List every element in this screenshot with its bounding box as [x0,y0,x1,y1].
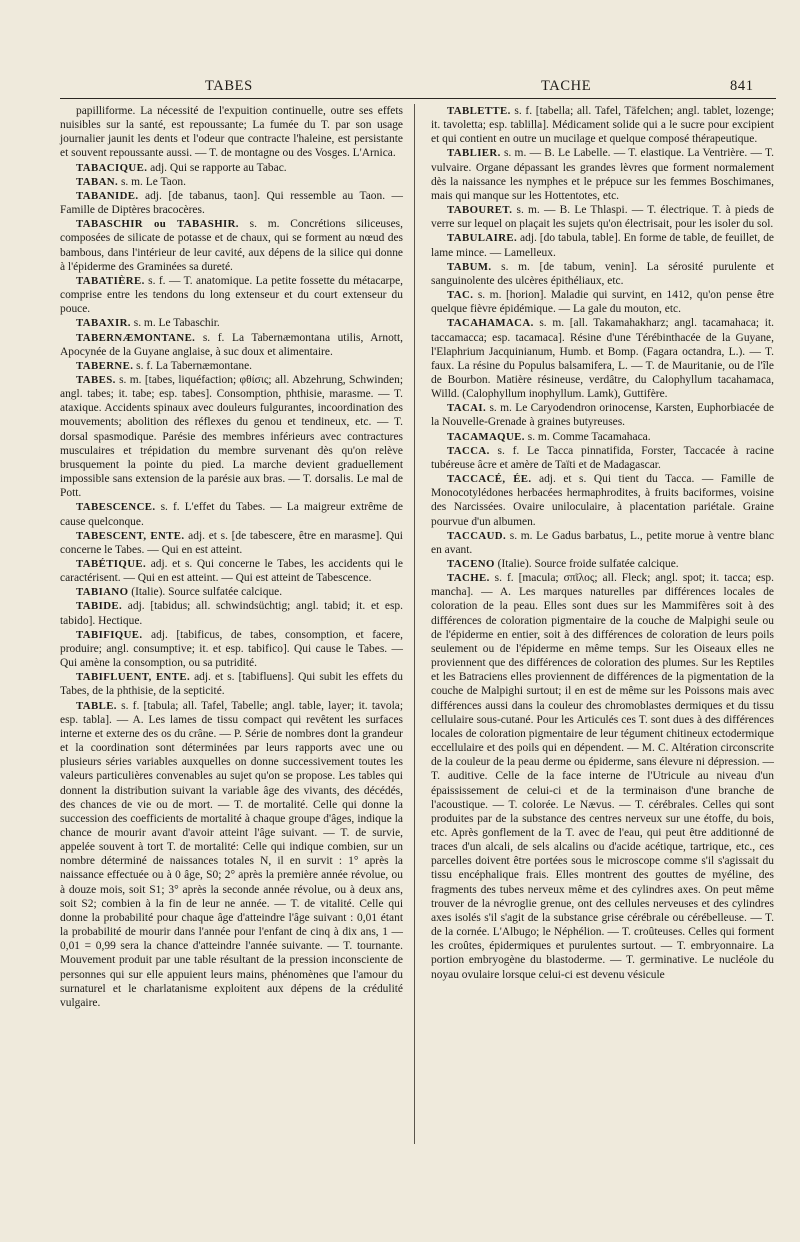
entry-headword: TACAI. [447,402,487,415]
dictionary-entry [431,104,774,146]
dictionary-entry [431,444,774,472]
entry-headword: TABIFIQUE. [76,628,143,641]
entry-headword: TABÉTIQUE. [76,558,147,570]
entry-definition: s. m. Le Tabaschir. [130,317,220,330]
running-header [0,74,800,98]
entry-headword: TABASCHIR ou TABASHIR. [76,218,239,231]
dictionary-entry [60,599,403,627]
dictionary-entry [60,500,403,528]
entry-definition: s. f. [tabula; all. Tafel, Tabelle; angl. table, layer; it. tavola; esp. tabla]. — A. Les lames de tissu compact qui revêtent les surfaces interne et externe des os du crâne. — P. Série de nombres dont la grandeur et la coordination sont déterminées par leurs rapports avec une ou plusieurs séries variables auxquelles on donne successivement toutes les valeurs particulières convenables au sujet qu'on se propose. Les tables qui donnent la distribution suivant la variable âge des vivants, des décédés, des chances de vie ou de mort. — T. de mortalité. Celle qui donne la succession des coefficients de mortalité à chaque groupe d'âges, indique la chance de mourir avant d'avoir atteint l'âge suivant. — T. de survie, appelée souvent à tort T. de mortalité: Celle qui indique combien, sur un nombre déterminé de naissances totales N, il en survit : 1° après la naissance effectuée ou à 0 âge, S0; 2° après la première année révolue, ou à douze mois, soit S1; 3° après la seconde année révolue, ou à deux ans, soit S2; combien à la fin de leur ne année. — T. de vitalité. Celle qui donne la probabilité pour chaque âge d'atteindre l'âge suivant : 0,01 étant la probabilité de mourir dans l'année pour l'enfant de cinq à dix ans, 1 — 0,01 = 0,99 sera la chance d'atteindre l'année suivante. — T. tournante. Mouvement produit par une table résultant de la pression inconsciente de personnes qui sur elle appuient leurs mains, phénomènes que l'amour du surnaturel et le charlatanisme exploitent aux dépens de la crédulité vulgaire. [60,699,403,1009]
entry-headword: TABIDE. [76,600,123,613]
entry-definition: s. m. [horion]. Maladie qui survint, en 1412, qu'on pense être quelque fièvre épidémique. — La gale du mouton, etc. [431,289,774,316]
entry-definition: s. m. [tabes, liquéfaction; φθίσις; all. Abzehrung, Schwinden; angl. tabes; it. tabe; esp. tabes]. Consomption, phthisie, marasme. — T. ataxique. Accidents spinaux avec douleurs fulgurantes, incoordination des mouvements; abolition des réflexes du genou et tendineux, etc. — T. dorsal spasmodique. Parésie des membres inférieurs avec contractures musculaires et trépidation du membre survenant dès qu'on relève brusquement la pointe du pied. La marche devient graduellement impossible sans extension de la parésie aux bras. — T. dorsalis. Le mal de Pott. [60,373,403,500]
right-column [431,104,774,982]
dictionary-entry [60,585,403,599]
entry-definition: s. f. Le Tacca pinnatifida, Forster, Taccacée à racine tubéreuse âcre et amère de Taïti et de Madagascar. [431,444,774,471]
entry-headword: TACCA. [447,444,490,457]
entry-headword: TABULAIRE. [447,232,518,245]
entry-headword: TABERNE. [76,359,134,372]
dictionary-entry [431,529,774,557]
entry-definition: s. m. [all. Takamahakharz; angl. tacamahaca; it. taccamacca; esp. tacamaca]. Résine d'une Térébinthacée de la Guyane, l'Elaphrium Jacquinianum, Humb. et Bomp. (Fagara octandra, L.). — T. faux. La résine du Populus balsamifera, L. — T. de Mauritanie, ou de l'île de Bourbon. Matière résineuse, verdâtre, du Calophyllum tacahamaca, Willd. (Calophyllum inophyllum. Lamk), Guttifère. [431,317,774,401]
dictionary-entry [60,670,403,698]
entry-definition: s. f. La Tabernæmontana utilis, Arnott, Apocynée de la Guyane anglaise, à suc doux et alimentaire. [60,331,403,358]
dictionary-entry [60,274,403,316]
entry-definition: s. f. [macula; σπῖλος; all. Fleck; angl. spot; it. tacca; esp. mancha]. — A. Les marques naturelles par différences locales de coloration de la peau. Elles sont dues sur les Mammifères soit à des différences de coloration pigmentaire de la couche de Malpighi seule ou de l'épiderme en entier, soit à des différences de coloration de leurs poils seulement ou de l'épiderme en même temps. Sur les Oiseaux elles ne proviennent que des différences de coloration des plumes. Sur les Reptiles et les Batraciens elles proviennent de différences de la pigmentation de la couche de Malpighi surtout; il en est de même sur les Poissons mais avec différences aussi dans la couleur des chromoblastes dermiques et du tissu cellulaire sous-cutané. Pour les Articulés ces T. sont dues à des différences locales de coloration pigmentaire de leur tégument chitineux ectodermique eccellulaire et des poils qui en dépendent. — M. C. Altération circonscrite de la couleur de la peau derme ou épiderme, sans élevure ni dépression. — T. auditive. Celle de la face interne de l'Utricule au niveau d'un épaississement de celui-ci et de la terminaison d'une branche de l'acoustique. — T. colorée. Le Nævus. — T. cérébrales. Celles qui sont produites par de la substance des centres nerveux sur une étoffe, du bois, etc. Après gonflement de la T. avec de l'eau, qui peut être additionné de traces d'un alcali, de sels alcalins ou d'acide acétique, tartrique, etc., ces parcelles doivent être portées sous le microscope comme s'il s'agissait du tissu encéphalique frais. Elles montrent des gouttes de myéline, des fragments des tubes nerveux même et des cylindres axes. On peut même trouver de la névroglie grenue, ont des cellules nerveuses et des cylindres axes isolés s'il s'agit de la substance grise cérébrale ou cérébelleuse. — T. de la cornée. L'Albugo; le Néphélion. — T. croûteuses. Celles qui forment les croûtes, épidermiques et purulentes surtout. — T. embryonnaire. La portion embryogène du blastoderme. — T. germinative. Le nucléole du noyau ovulaire lorsque celui-ci est devenu vésicule [431,572,774,981]
entry-definition: adj. [do tabula, table]. En forme de table, de feuillet, de lame mince. — Lamelleux. [431,232,774,259]
entry-headword: TABUM. [447,260,492,273]
entry-definition: s. f. [tabella; all. Tafel, Täfelchen; angl. tablet, lozenge; it. tavoletta; esp. tablilla]. Médicament solide qui a le sucre pour excipient et qui contient en outre un mucilage et quelque composé thérapeutique. [431,105,774,146]
dictionary-entry [431,288,774,316]
entry-definition: s. m. Comme Tacamahaca. [524,430,651,443]
entry-headword: TABATIÈRE. [76,274,145,287]
entry-headword: TABAXIR. [76,317,131,330]
entry-headword: TACAMAQUE. [447,430,525,443]
dictionary-entry [60,359,403,373]
entry-definition: s. m. Concrétions siliceuses, composées de silicate de potasse et de chaux, qui se forment au nœud des bambous, dans l'intérieur de leur cavité, aux dépens de la silice qui donne à l'épiderme des Graminées sa dureté. [60,218,403,273]
left-column [60,104,403,1010]
dictionary-entry [60,628,403,670]
entry-definition: papilliforme. La nécessité de l'expuition continuelle, outre ses effets nuisibles sur la santé, est repoussante; La fumée du T. par son usage journalier jaunit les dents et l'odeur que contracte l'haleine, est persistante et souvent repoussante aussi. — T. de montagne ou des Vosges. L'Arnica. [60,105,403,160]
column-divider [414,104,415,1144]
entry-headword: TACCAUD. [447,529,507,542]
entry-definition: adj. [tabificus, de tabes, consomption, et facere, produire; angl. consumptive; it. et esp. tabifico]. Qui cause le Tabes. — Qui amène la consomption, ou sa putridité. [60,628,403,670]
dictionary-entry [431,260,774,288]
entry-headword: TABANIDE. [76,189,139,202]
entry-headword: TABERNÆMONTANE. [76,331,196,344]
entry-headword: TABESCENCE. [76,501,156,514]
entry-headword: TABLIER. [447,147,501,160]
dictionary-entry [60,104,403,161]
entry-headword: TABOURET. [447,204,513,217]
entry-headword: TACHE. [447,572,490,585]
dictionary-entry [60,316,403,330]
entry-headword: TABIANO [76,586,129,599]
entry-headword: TABACIQUE. [76,161,148,174]
entry-definition: s. m. Le Caryodendron orinocense, Karsten, Euphorbiacée de la Nouvelle-Grenade à graines butyreuses. [431,402,774,429]
entry-headword: TAC. [447,289,474,302]
entry-definition: s. m. — B. Le Labelle. — T. elastique. La Ventrière. — T. vulvaire. Organe dépassant les grandes lèvres que forment normalement dès la naissance les nymphes et le prépuce sur les femmes Boschimanes, mais qui manque sur les Hottentotes, etc. [431,147,774,202]
entry-definition: s. m. — B. Le Thlaspi. — T. électrique. T. à pieds de verre sur lequel on plaçait les sujets qu'on électrisait, pour les isoler du sol. [431,204,774,231]
dictionary-entry [60,175,403,189]
dictionary-entry [60,217,403,274]
dictionary-entry [60,331,403,359]
entry-headword: TABIFLUENT, ENTE. [76,671,191,684]
entry-headword: TABES. [76,373,116,386]
entry-headword: TABLETTE. [447,105,511,117]
entry-definition: adj. et s. Qui tient du Tacca. — Famille de Monocotylédones herbacées hermaphrodites, à fruits baciformes, voisine des Narcissées. Ovaire uniloculaire, à placentation pariétale. Graine pourvue d'un albumen. [431,473,774,528]
header-center-word: TACHE [541,78,592,94]
dictionary-entry [431,571,774,982]
entry-definition: s. f. La Tabernæmontane. [133,359,253,372]
dictionary-entry [60,699,403,1010]
header-left-word: TABES [205,78,253,94]
entry-definition: s. m. Le Gadus barbatus, L., petite morue à ventre blanc en avant. [431,529,774,556]
entry-definition: (Italie). Source froide sulfatée calcique. [494,558,679,570]
dictionary-entry [60,557,403,585]
entry-headword: TACENO [447,558,495,570]
entry-headword: TABLE. [76,699,117,712]
entry-definition: adj. Qui se rapporte au Tabac. [147,161,287,174]
page-number: 841 [730,78,754,94]
dictionary-entry [431,316,774,401]
entry-definition: adj. et s. [tabifluens]. Qui subit les effets du Tabes, de la phthisie, de la septicité. [60,671,403,698]
entry-definition: adj. [tabidus; all. schwindsüchtig; angl. tabid; it. et esp. tabido]. Hectique. [60,600,403,627]
dictionary-entry [60,161,403,175]
header-rule [60,98,776,99]
dictionary-entry [60,529,403,557]
dictionary-entry [431,146,774,203]
entry-definition: s. m. Le Taon. [118,175,187,188]
entry-headword: TACCACÉ, ÉE. [447,473,532,486]
entry-headword: TABESCENT, ENTE. [76,529,185,542]
entry-definition: s. f. L'effet du Tabes. — La maigreur extrême de cause quelconque. [60,501,403,528]
entry-definition: s. f. — T. anatomique. La petite fossette du métacarpe, comprise entre les tendons du long extenseur et du court extenseur du pouce. [60,274,403,316]
entry-definition: adj. [de tabanus, taon]. Qui ressemble au Taon. — Famille de Diptères bracocères. [60,189,403,217]
dictionary-entry [431,557,774,571]
dictionary-entry [60,373,403,500]
entry-definition: adj. et s. Qui concerne le Tabes, les accidents qui le caractérisent. — Qui en est atteint. — Qui est atteint de Tabescence. [60,558,403,585]
entry-definition: (Italie). Source sulfatée calcique. [128,586,283,599]
entry-headword: TACAHAMACA. [447,317,534,330]
dictionary-entry [431,231,774,259]
dictionary-entry [431,401,774,429]
entry-definition: s. m. [de tabum, venin]. La sérosité purulente et sanguinolente des ulcères épithéliaux, etc. [431,260,774,287]
dictionary-entry [60,189,403,217]
dictionary-entry [431,430,774,444]
entry-headword: TABAN. [76,175,119,188]
dictionary-entry [431,203,774,231]
entry-definition: adj. et s. [de tabescere, être en marasme]. Qui concerne le Tabes. — Qui en est atteint. [60,529,403,556]
dictionary-entry [431,472,774,529]
